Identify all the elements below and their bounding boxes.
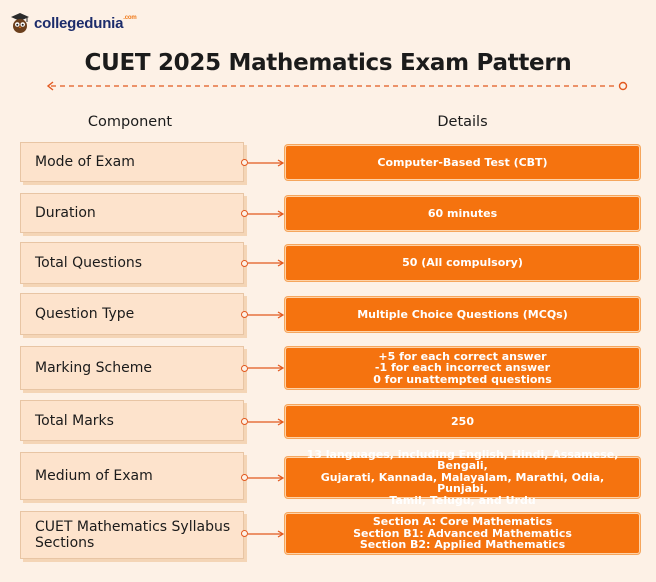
- details-line: Computer-Based Test (CBT): [377, 155, 548, 169]
- details-cell: [285, 447, 640, 507]
- arrow-right-icon: [248, 530, 284, 538]
- details-line: +5 for each correct answer: [378, 349, 547, 363]
- details-line: 60 minutes: [427, 206, 498, 220]
- details-text: [451, 416, 474, 428]
- brand-name: collegedunia$^{.com}$: [34, 14, 137, 32]
- details-text: [353, 516, 572, 551]
- details-text: [357, 309, 568, 321]
- details-cell: [285, 297, 640, 332]
- component-cell: Mode of Exam: [20, 142, 244, 182]
- details-line: 13 languages, including English, Hindi, Assamese, Bengali,: [306, 447, 619, 473]
- details-line: 0 for unattempted questions: [373, 372, 552, 386]
- details-text: [402, 257, 523, 269]
- component-cell: Marking Scheme: [20, 346, 244, 390]
- details-line: Multiple Choice Questions (MCQs): [357, 307, 568, 321]
- graduate-owl-icon: [10, 12, 30, 34]
- page-title: CUET 2025 Mathematics Exam Pattern: [84, 50, 572, 76]
- brand-logo[interactable]: [10, 12, 137, 34]
- component-cell: Question Type: [20, 293, 244, 335]
- details-line: Gujarati, Kannada, Malayalam, Marathi, Odia, Punjabi,: [320, 470, 605, 496]
- details-text: [377, 157, 547, 169]
- connector-dot-icon: [241, 210, 248, 217]
- details-cell: [285, 513, 640, 554]
- connector-dot-icon: [241, 159, 248, 166]
- details-line: Tamil, Telugu, and Urdu: [389, 493, 536, 507]
- details-cell: [285, 145, 640, 180]
- connector-dot-icon: [241, 474, 248, 481]
- component-cell: Duration: [20, 193, 244, 233]
- component-cell: Medium of Exam: [20, 452, 244, 500]
- arrow-right-icon: [248, 418, 284, 426]
- details-line: Section B2: Applied Mathematics: [359, 538, 566, 552]
- connector-dot-icon: [241, 260, 248, 267]
- arrow-right-icon: [248, 159, 284, 167]
- title-divider: [45, 80, 631, 92]
- details-cell: [285, 405, 640, 438]
- brand-tld: .com: [123, 14, 137, 21]
- component-cell: Total Marks: [20, 400, 244, 441]
- details-line: 250: [451, 414, 474, 428]
- arrow-right-icon: [248, 259, 284, 267]
- connector-dot-icon: [241, 530, 248, 537]
- details-line: Section A: Core Mathematics: [372, 515, 553, 529]
- arrow-right-icon: [248, 364, 284, 372]
- details-cell: [285, 347, 640, 389]
- connector-dot-icon: [241, 365, 248, 372]
- details-line: Section B1: Advanced Mathematics: [353, 526, 572, 540]
- details-text: [373, 351, 552, 386]
- column-header-details: Details: [437, 114, 488, 130]
- arrow-right-icon: [248, 210, 284, 218]
- details-text: [428, 208, 497, 220]
- component-cell: CUET Mathematics Syllabus Sections: [20, 511, 244, 559]
- column-header-component: Component: [87, 114, 173, 130]
- details-line: -1 for each incorrect answer: [374, 361, 551, 375]
- details-text: [296, 449, 629, 507]
- arrow-right-icon: [248, 311, 284, 319]
- component-cell: Total Questions: [20, 242, 244, 284]
- connector-dot-icon: [241, 418, 248, 425]
- details-cell: [285, 245, 640, 281]
- connector-dot-icon: [241, 311, 248, 318]
- details-line: 50 (All compulsory): [402, 256, 523, 270]
- details-cell: [285, 196, 640, 231]
- arrow-right-icon: [248, 474, 284, 482]
